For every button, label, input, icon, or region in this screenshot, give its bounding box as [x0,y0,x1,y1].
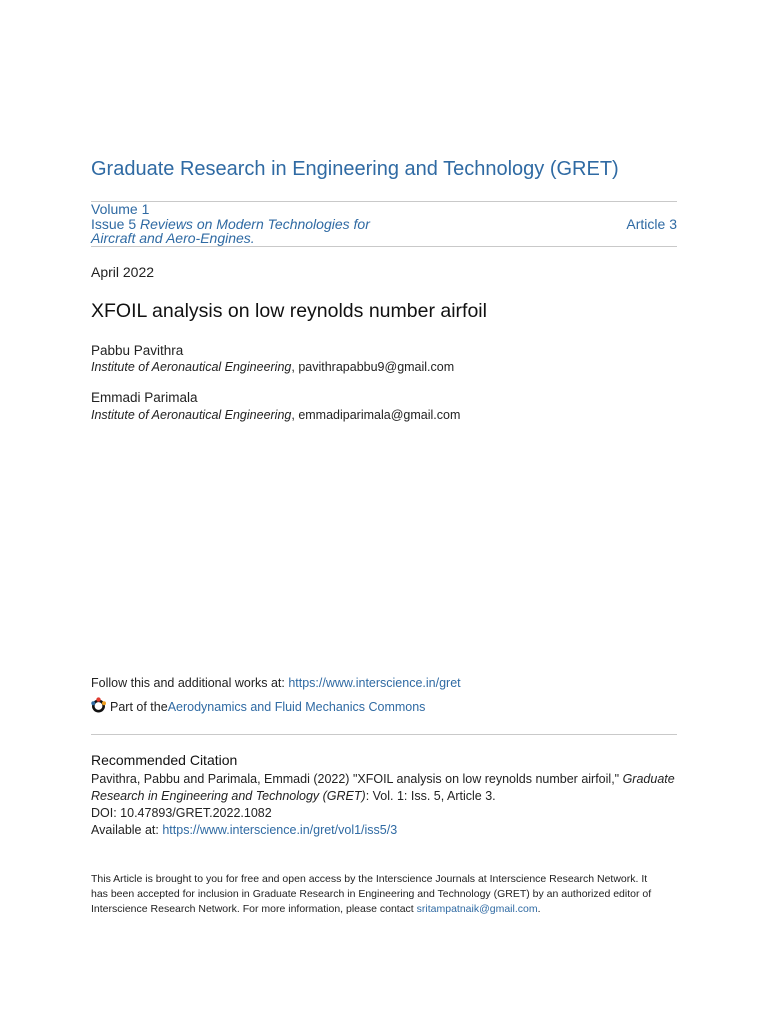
follow-link[interactable]: https://www.interscience.in/gret [288,676,461,690]
author-email: , pavithrapabbu9@gmail.com [291,360,455,374]
publication-date: April 2022 [91,264,155,280]
part-of-label: Part of the [110,699,168,714]
citation-journal: Graduate Research in Engineering and Technology (GRET) [91,772,675,803]
citation-available [91,822,681,839]
article-number-link[interactable]: Article 3 [626,216,677,232]
part-of-line [91,697,425,716]
issue-divider [91,246,677,247]
citation-body [91,771,681,839]
article-title: XFOIL analysis on low reynolds number airfoil [91,300,487,322]
author-institution: Institute of Aeronautical Engineering [91,360,292,374]
citation-doi: DOI: 10.47893/GRET.2022.1082 [91,806,272,820]
citation-divider [91,734,677,735]
author-affiliation [91,360,454,374]
author-institution: Institute of Aeronautical Engineering [91,408,292,422]
author-name: Emmadi Parimala [91,390,198,405]
available-label: Available at: [91,823,163,837]
issue-info [91,202,370,246]
citation-heading: Recommended Citation [91,752,238,768]
commons-link[interactable]: Aerodynamics and Fluid Mechanics Commons [167,699,426,714]
issue-label: Issue 5 [91,215,137,232]
journal-title-link[interactable]: Graduate Research in Engineering and Technology (GRET) [91,158,619,180]
issue-title-line1: Reviews on Modern Technologies for [140,215,370,232]
issue-title-line2: Aircraft and Aero-Engines. [91,230,255,246]
footer-text: This Article is brought to you for free and open access by the Interscience Journals at Interscience Research Network. It has been accepted for inclusion in Graduate Research in Engineering and Technology (GRET) by an authorized editor of Interscience Research Network. For more information, please contact [91,873,652,915]
volume-link[interactable]: Volume 1 [91,201,150,217]
network-commons-icon [91,697,110,716]
issue-title-continued-link[interactable] [91,230,255,246]
citation-plain: Pavithra, Pabbu and Parimala, Emmadi (2022) "XFOIL analysis on low reynolds number airfoil," [91,772,623,786]
citation-volume: : Vol. 1: Iss. 5, Article 3. [365,789,496,803]
footer-end: . [537,903,541,915]
author-name: Pabbu Pavithra [91,343,184,358]
author-affiliation [91,408,460,422]
author-email: , emmadiparimala@gmail.com [291,408,461,422]
footer-notice [91,872,666,917]
citation-text [91,771,681,805]
contact-email-link[interactable]: sritampatnaik@gmail.com [416,903,538,915]
follow-line [91,676,461,690]
available-link[interactable]: https://www.interscience.in/gret/vol1/iss5/3 [162,823,398,837]
follow-label: Follow this and additional works at: [91,676,289,690]
